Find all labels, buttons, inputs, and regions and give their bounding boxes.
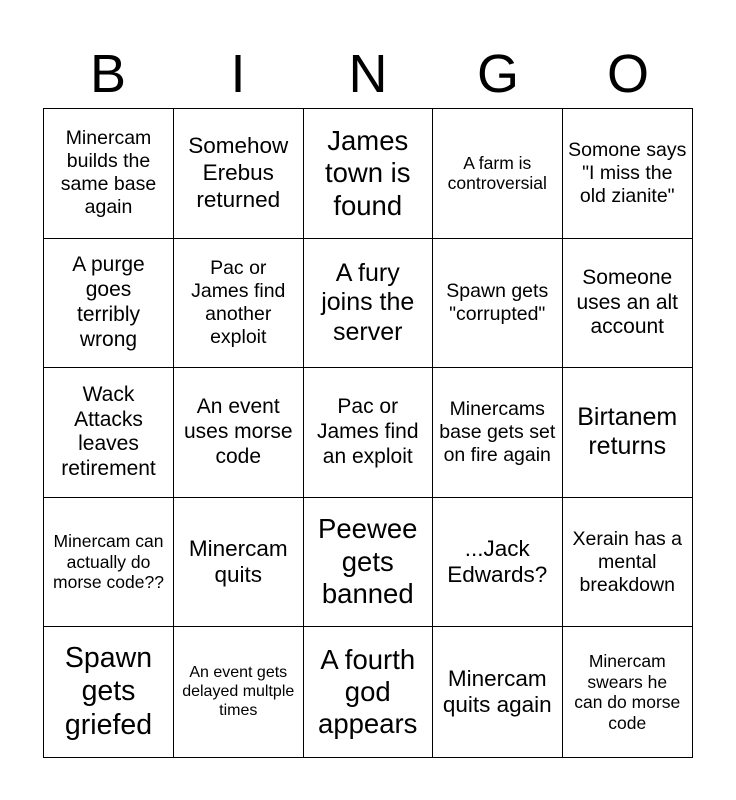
bingo-cell-2-5[interactable]: Someone uses an alt account bbox=[563, 239, 693, 369]
header-letter-i: I bbox=[230, 44, 246, 104]
bingo-cell-1-1[interactable]: Minercam builds the same base again bbox=[44, 109, 174, 239]
bingo-cell-2-2[interactable]: Pac or James find another exploit bbox=[174, 239, 304, 369]
bingo-cell-3-3[interactable]: Pac or James find an exploit bbox=[304, 368, 434, 498]
bingo-cell-2-1[interactable]: A purge goes terribly wrong bbox=[44, 239, 174, 369]
bingo-cell-5-4[interactable]: Minercam quits again bbox=[433, 627, 563, 757]
bingo-cell-4-3[interactable]: Peewee gets banned bbox=[304, 498, 434, 628]
bingo-cell-1-5[interactable]: Somone says "I miss the old zianite" bbox=[563, 109, 693, 239]
bingo-cell-2-4[interactable]: Spawn gets "corrupted" bbox=[433, 239, 563, 369]
bingo-cell-3-5[interactable]: Birtanem returns bbox=[563, 368, 693, 498]
bingo-cell-4-4[interactable]: ...Jack Edwards? bbox=[433, 498, 563, 628]
bingo-cell-5-2[interactable]: An event gets delayed multple times bbox=[174, 627, 304, 757]
bingo-cell-3-4[interactable]: Minercams base gets set on fire again bbox=[433, 368, 563, 498]
bingo-cell-3-1[interactable]: Wack Attacks leaves retirement bbox=[44, 368, 174, 498]
bingo-cell-5-3[interactable]: A fourth god appears bbox=[304, 627, 434, 757]
bingo-cell-5-5[interactable]: Minercam swears he can do morse code bbox=[574, 650, 681, 733]
bingo-cell-1-3[interactable]: James town is found bbox=[304, 109, 434, 239]
bingo-cell-1-2[interactable]: Somehow Erebus returned bbox=[174, 109, 304, 239]
bingo-grid bbox=[43, 108, 693, 758]
bingo-cell-5-1[interactable]: Spawn gets griefed bbox=[44, 627, 174, 757]
bingo-cell-1-4[interactable]: A farm is controversial bbox=[433, 109, 563, 239]
bingo-header bbox=[43, 40, 693, 108]
header-letter-b: B bbox=[89, 44, 127, 104]
header-letter-g: G bbox=[476, 44, 519, 104]
header-letter-n: N bbox=[348, 44, 388, 104]
bingo-cell-2-3[interactable]: A fury joins the server bbox=[304, 239, 434, 369]
bingo-cell-4-2[interactable]: Minercam quits bbox=[174, 498, 304, 628]
bingo-cell-4-5[interactable]: Xerain has a mental breakdown bbox=[563, 498, 693, 628]
bingo-cell-4-1[interactable]: Minercam can actually do morse code?? bbox=[44, 498, 174, 628]
bingo-cell-3-2[interactable]: An event uses morse code bbox=[174, 368, 304, 498]
header-letter-o: O bbox=[606, 44, 649, 104]
